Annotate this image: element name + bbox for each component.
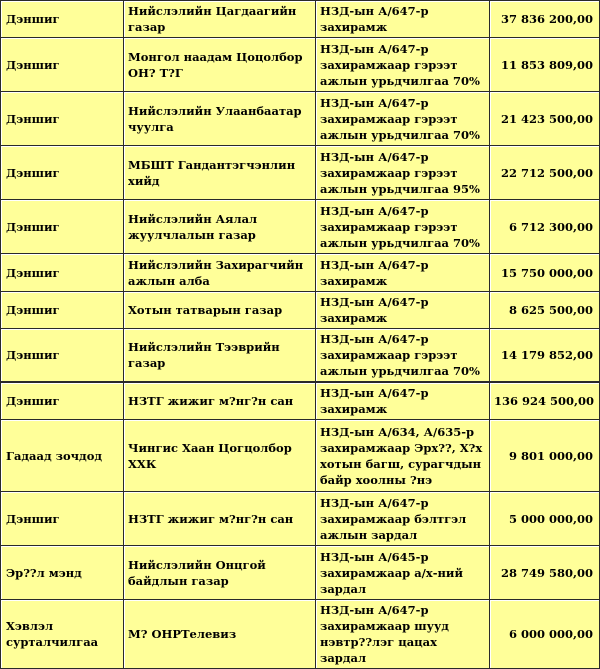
- basis-cell: НЗД-ын А/647-р захирамжаар гэрээт ажлын урьдчилгаа 70%: [316, 329, 490, 383]
- organization-cell: Чингис Хаан Цогцолбор ХХК: [124, 420, 316, 492]
- amount-cell: 28 749 580,00: [490, 546, 600, 600]
- organization-cell: Нийслэлийн Улаанбаатар чуулга: [124, 92, 316, 146]
- category-cell: Гадаад зочдод: [0, 420, 124, 492]
- basis-cell: НЗД-ын А/647-р захирамж: [316, 0, 490, 38]
- amount-cell: 8 625 500,00: [490, 292, 600, 329]
- table-row: [0, 254, 600, 292]
- category-cell: Дэншиг: [0, 38, 124, 92]
- organization-cell: Нийслэлийн Цагдаагийн газар: [124, 0, 316, 38]
- basis-cell: НЗД-ын А/647-р захирамжаар бэлтгэл ажлын зардал: [316, 492, 490, 546]
- organization-cell: НЗТГ жижиг м?нг?н сан: [124, 492, 316, 546]
- table-row: [0, 200, 600, 254]
- basis-cell: НЗД-ын А/647-р захирамж: [316, 383, 490, 420]
- table-row: [0, 292, 600, 329]
- amount-cell: 37 836 200,00: [490, 0, 600, 38]
- category-cell: Дэншиг: [0, 254, 124, 292]
- basis-cell: НЗД-ын А/647-р захирамж: [316, 292, 490, 329]
- basis-cell: НЗД-ын А/647-р захирамжаар шууд нэвтр??лэг цацах зардал: [316, 600, 490, 669]
- table-row: [0, 92, 600, 146]
- table-row: [0, 38, 600, 92]
- table-row: [0, 383, 600, 420]
- table-row: [0, 546, 600, 600]
- amount-cell: 11 853 809,00: [490, 38, 600, 92]
- category-cell: Хэвлэл сурталчилгаа: [0, 600, 124, 669]
- category-cell: Дэншиг: [0, 200, 124, 254]
- table-row: [0, 0, 600, 38]
- basis-cell: НЗД-ын А/647-р захирамжаар гэрээт ажлын урьдчилгаа 70%: [316, 38, 490, 92]
- amount-cell: 14 179 852,00: [490, 329, 600, 383]
- organization-cell: Монгол наадам Цоцолбор ОН? Т?Г: [124, 38, 316, 92]
- category-cell: Дэншиг: [0, 146, 124, 200]
- amount-cell: 22 712 500,00: [490, 146, 600, 200]
- organization-cell: НЗТГ жижиг м?нг?н сан: [124, 383, 316, 420]
- organization-cell: М? ОНРТелевиз: [124, 600, 316, 669]
- organization-cell: Нийслэлийн Захирагчийн ажлын алба: [124, 254, 316, 292]
- category-cell: Дэншиг: [0, 329, 124, 383]
- basis-cell: НЗД-ын А/647-р захирамжаар гэрээт ажлын урьдчилгаа 70%: [316, 200, 490, 254]
- category-cell: Дэншиг: [0, 292, 124, 329]
- organization-cell: Нийслэлийн Тээврийн газар: [124, 329, 316, 383]
- table-row: [0, 420, 600, 492]
- category-cell: Дэншиг: [0, 383, 124, 420]
- category-cell: Эр??л мэнд: [0, 546, 124, 600]
- table-row: [0, 600, 600, 669]
- basis-cell: НЗД-ын А/647-р захирамжаар гэрээт ажлын урьдчилгаа 70%: [316, 92, 490, 146]
- category-cell: Дэншиг: [0, 0, 124, 38]
- amount-cell: 6 712 300,00: [490, 200, 600, 254]
- category-cell: Дэншиг: [0, 92, 124, 146]
- table-row: [0, 329, 600, 383]
- basis-cell: НЗД-ын А/634, А/635-р захирамжаар Эрх??, Х?х хотын багш, сурагчдын байр хоолны ?нэ: [316, 420, 490, 492]
- amount-cell: 6 000 000,00: [490, 600, 600, 669]
- organization-cell: МБШТ Гандантэгчэнлин хийд: [124, 146, 316, 200]
- organization-cell: Хотын татварын газар: [124, 292, 316, 329]
- organization-cell: Нийслэлийн Аялал жуулчлалын газар: [124, 200, 316, 254]
- table-row: [0, 146, 600, 200]
- amount-cell: 15 750 000,00: [490, 254, 600, 292]
- basis-cell: НЗД-ын А/647-р захирамж: [316, 254, 490, 292]
- amount-cell: 9 801 000,00: [490, 420, 600, 492]
- basis-cell: НЗД-ын А/645-р захирамжаар а/х-ний зардал: [316, 546, 490, 600]
- organization-cell: Нийслэлийн Онцгой байдлын газар: [124, 546, 316, 600]
- basis-cell: НЗД-ын А/647-р захирамжаар гэрээт ажлын урьдчилгаа 95%: [316, 146, 490, 200]
- amount-cell: 21 423 500,00: [490, 92, 600, 146]
- amount-cell: 136 924 500,00: [490, 383, 600, 420]
- table-row: [0, 492, 600, 546]
- category-cell: Дэншиг: [0, 492, 124, 546]
- amount-cell: 5 000 000,00: [490, 492, 600, 546]
